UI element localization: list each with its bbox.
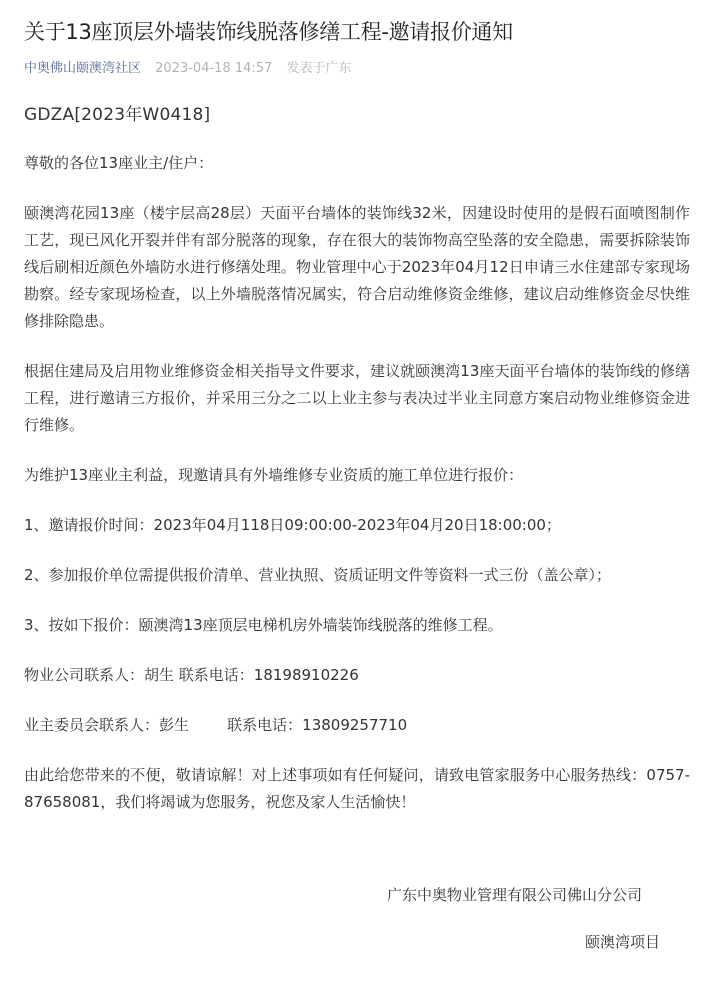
paragraph-background: 颐澳湾花园13座（楼宇层高28层）天面平台墙体的装饰线32米，因建设时使用的是假石面喷图制作工艺，现已风化开裂并伴有部分脱落的现象，存在很大的装饰物高空坠落的安全隐患，需要拆除装饰线后刷相近颜色外墙防水进行修缮处理。物业管理中心于2023年04月12日申请三水住建部专家现场勘察。经专家现场检查，以上外墙脱落情况属实，符合启动维修资金维修，建议启动维修资金尽快维修排除隐患。 [24,204,690,330]
publish-time: 2023-04-18 14:57 [155,61,273,76]
greeting: 尊敬的各位13座业主/住户： [24,154,214,172]
list-item-quote-time: 1、邀请报价时间：2023年04月118日09:00:00-2023年04月20日18:00:00； [24,516,561,534]
contact-committee: 业主委员会联系人：彭生 联系电话：13809257710 [24,716,408,734]
signature-block [24,882,690,956]
document-code: GDZA[2023年W0418] [24,105,211,125]
article-title: 关于13座顶层外墙装饰线脱落修缮工程-邀请报价通知 [24,20,513,44]
list-item-quote-scope: 3、按如下报价：颐澳湾13座顶层电梯机房外墙装饰线脱落的维修工程。 [24,616,503,634]
closing-paragraph: 由此给您带来的不便，敬请谅解！对上述事项如有任何疑问，请致电管家服务中心服务热线：0757-87658081，我们将竭诚为您服务，祝您及家人生活愉快！ [24,766,690,811]
paragraph-procedure: 根据住建局及启用物业维修资金相关指导文件要求，建议就颐澳湾13座天面平台墙体的装饰线的修缮工程，进行邀请三方报价，并采用三分之二以上业主参与表决过半业主同意方案启动物业维修资金进行维修。 [24,362,690,434]
article [24,16,690,956]
contact-property: 物业公司联系人：胡生 联系电话：18198910226 [24,666,359,684]
article-body [24,102,690,956]
list-item-documents: 2、参加报价单位需提供报价清单、营业执照、资质证明文件等资料一式三份（盖公章）； [24,566,612,584]
signature-company: 广东中奥物业管理有限公司佛山分公司 [386,886,642,904]
publish-location: 发表于广东 [286,61,352,76]
article-meta [24,60,690,78]
paragraph-invitation: 为维护13座业主利益，现邀请具有外墙维修专业资质的施工单位进行报价： [24,466,524,484]
signature-project: 颐澳湾项目 [584,933,660,951]
account-name-link[interactable]: 中奥佛山颐澳湾社区 [24,61,142,76]
